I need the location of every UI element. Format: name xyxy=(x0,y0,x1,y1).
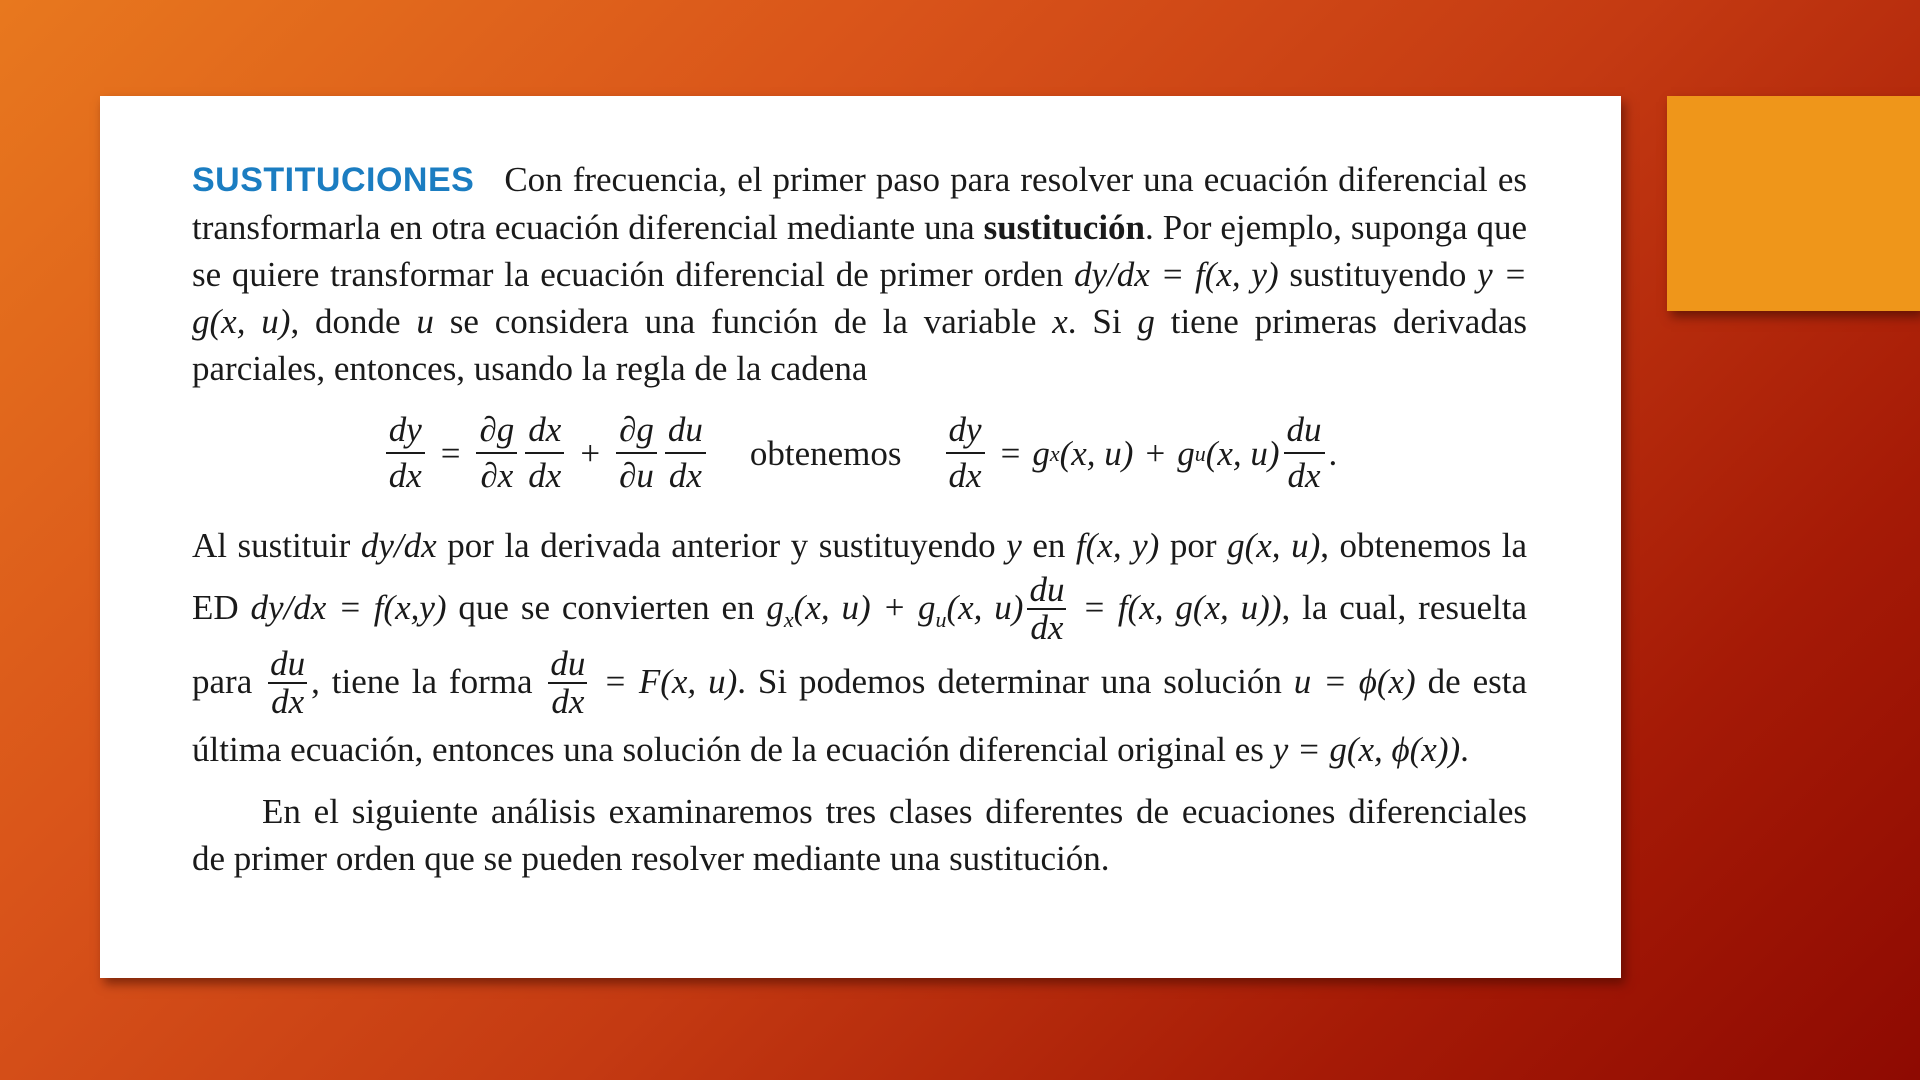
fraction: $\frac{dy}{dx}$ xyxy=(946,408,985,498)
connector-text: obtenemos xyxy=(749,433,902,473)
content-panel xyxy=(100,96,1621,978)
fraction: $\frac{du}{dx}$ xyxy=(665,408,706,498)
fraction: $\frac{du}{dx}$ xyxy=(550,644,586,722)
paragraph-intro: SUSTITUCIONES Con frecuencia, el primer paso para resolver una ecuación diferencial es transformarla en otra ecuación diferencial mediante una sustitución. Por ejemplo, suponga que se quiere transformar la ecuación diferencial de primer orden dy/dx = f(x, y) sustituyendo y = g(x, u), donde u se considera una función de la variable x. Si g tiene primeras derivadas parciales, entonces, usando la regla de la cadena xyxy=(192,160,1528,388)
accent-block xyxy=(1667,96,1920,311)
display-equation: $\frac{dy}{dx}$ = $\frac{\partial g}{\partial x}$ $\frac{dx}{dx}$ + $\frac{\partial g}{\partial u}$ $\frac{du}{dx}$ obtenemos $\frac{dy}{dx}$ = g x (x, u) + g u (x, u) $\frac{du}{dx}$ . xyxy=(192,398,1527,508)
fraction: $\frac{dy}{dx}$ xyxy=(386,408,425,498)
paragraph-closing: En el siguiente análisis examinaremos tres clases diferentes de ecuaciones diferenciales de primer orden que se pueden resolver mediante una sustitución. xyxy=(192,792,1527,879)
fraction: $\frac{dx}{dx}$ xyxy=(525,408,564,498)
fraction: $\frac{du}{dx}$ xyxy=(270,644,306,722)
section-heading: SUSTITUCIONES xyxy=(192,161,475,199)
fraction: $\frac{\partial g}{\partial u}$ xyxy=(616,408,657,498)
fraction: $\frac{du}{dx}$ xyxy=(1029,570,1065,647)
math-inline: y = g(x, u) xyxy=(192,255,1528,341)
paragraph-substitution: Al sustituir dy/dx por la derivada anterior y sustituyendo y en f(x, y) por g(x, u), obtenemos la ED dy/dx = f(x,y) que se convierten en $g_x(x$, $u) + g_u(x$, u) $\frac{du}{dx}$ = f(x, g(x, u)), la cual, resuelta para $\frac{du}{dx}$ , tiene la forma $\frac{du}{dx}$ = F(x, u). Si podemos determinar una solución u = ϕ(x) de esta última ecuación, entonces una solución de la ecuación diferencial original es y = g(x, ϕ(x)). xyxy=(192,526,1527,770)
math-inline: dy/dx = f(x, y) xyxy=(1074,255,1279,294)
fraction: $\frac{du}{dx}$ xyxy=(1284,408,1325,498)
bold-term: sustitución xyxy=(983,208,1146,247)
document-body xyxy=(192,156,1527,882)
fraction: $\frac{\partial g}{\partial x}$ xyxy=(476,408,517,498)
